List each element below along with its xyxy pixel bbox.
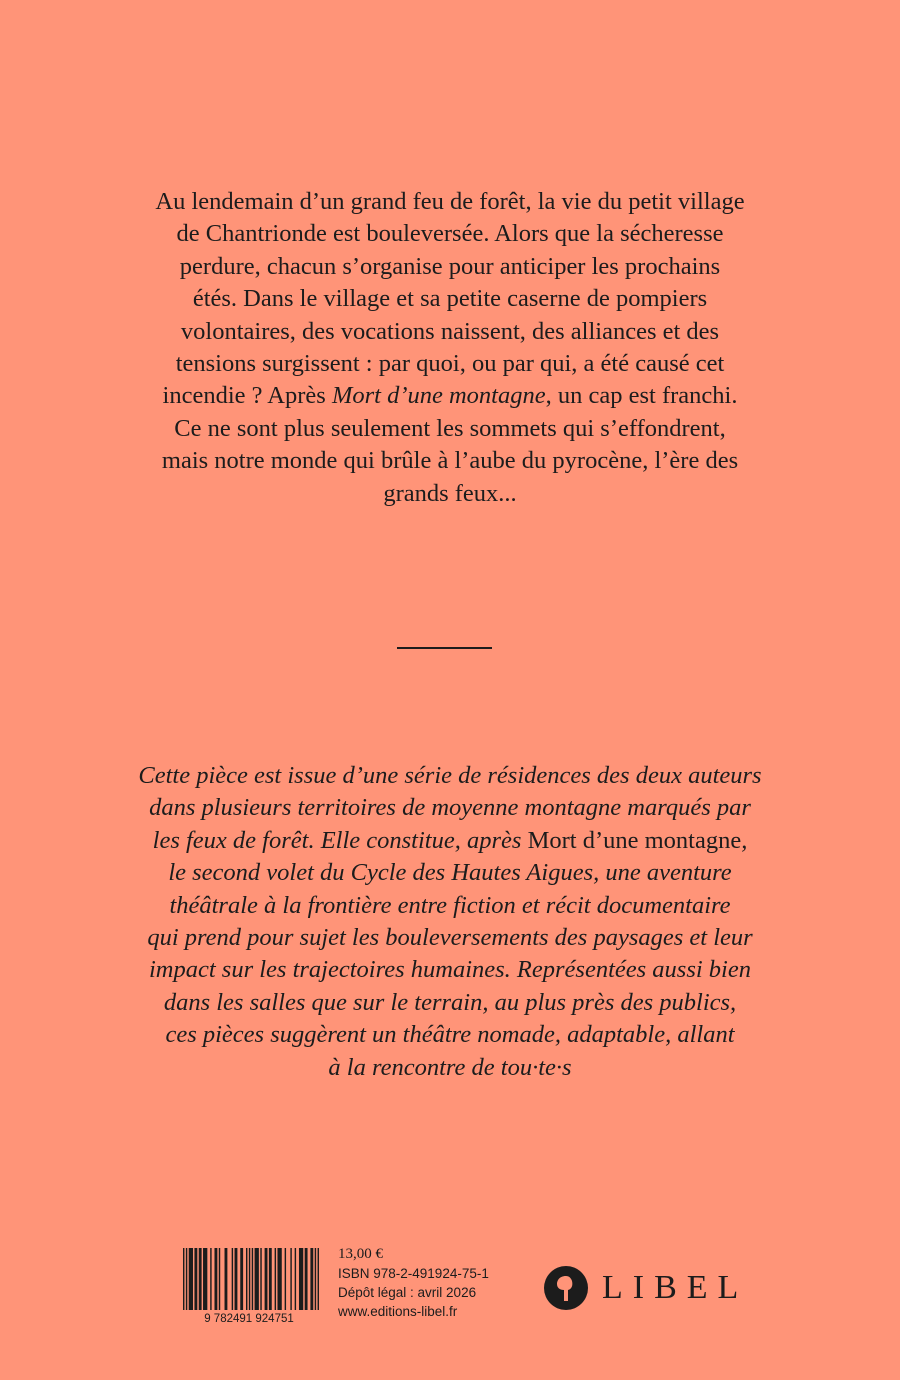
publisher-name: LIBEL xyxy=(602,1269,749,1306)
blurb-line: tensions surgissent : par quoi, ou par qui, a été causé cet xyxy=(175,350,725,378)
website-link[interactable]: www.editions-libel.fr xyxy=(338,1304,458,1319)
blurb-line: volontaires, des vocations naissent, des alliances et des xyxy=(180,317,720,345)
barcode-bar xyxy=(290,1248,291,1310)
blurb-line: Au lendemain d’un grand feu de forêt, la vie du petit village xyxy=(155,188,745,215)
barcode-bar xyxy=(246,1248,247,1310)
barcode-bar xyxy=(260,1248,261,1310)
barcode-bar xyxy=(249,1248,250,1310)
barcode-bar xyxy=(194,1248,197,1310)
barcode-bar xyxy=(269,1248,272,1310)
note-line: les feux de forêt. Elle constitue, après Mort d’une montagne, xyxy=(152,826,748,854)
barcode-bar xyxy=(255,1248,259,1310)
blurb-line: incendie ? Après Mort d’une montagne, un cap est franchi. xyxy=(162,382,738,410)
barcode-bar xyxy=(199,1248,202,1310)
note-line: Cette pièce est issue d’une série de résidences des deux auteurs xyxy=(138,762,762,789)
barcode-bar xyxy=(299,1248,303,1310)
legal-deposit: Dépôt légal : avril 2026 xyxy=(338,1285,477,1300)
back-cover-blurb xyxy=(100,186,800,510)
barcode-bar xyxy=(183,1248,184,1310)
barcode-bar xyxy=(189,1248,193,1310)
isbn-barcode xyxy=(175,1246,323,1324)
barcode-bar xyxy=(219,1248,220,1310)
barcode-bar xyxy=(265,1248,268,1310)
note-line: dans plusieurs territoires de moyenne montagne marqués par xyxy=(149,794,751,822)
barcode-bar xyxy=(310,1248,313,1310)
divider-rule xyxy=(397,647,492,649)
barcode-bar xyxy=(285,1248,286,1310)
barcode-bar xyxy=(225,1248,228,1310)
barcode-bar xyxy=(235,1248,238,1310)
blurb-line: Ce ne sont plus seulement les sommets qui s’effondrent, xyxy=(174,414,726,442)
barcode-bar xyxy=(203,1248,207,1310)
series-note xyxy=(100,760,800,1084)
barcode-digits: 9 782491 924751 xyxy=(204,1313,294,1324)
barcode-bar xyxy=(277,1248,281,1310)
barcode-bar xyxy=(240,1248,243,1310)
barcode-bar xyxy=(252,1248,253,1310)
barcode-bar xyxy=(275,1248,276,1310)
barcode-bar xyxy=(232,1248,233,1310)
blurb-line: étés. Dans le village et sa petite caserne de pompiers xyxy=(192,285,708,313)
blurb-line: de Chantrionde est bouleversée. Alors que la sécheresse xyxy=(176,220,724,248)
barcode-bar xyxy=(186,1248,187,1310)
publication-info xyxy=(338,1245,489,1321)
note-line: dans les salles que sur le terrain, au plus près des publics, xyxy=(163,988,737,1016)
note-line: qui prend pour sujet les bouleversements des paysages et leur xyxy=(147,924,753,952)
barcode-graphic xyxy=(175,1246,323,1324)
isbn: ISBN 978-2-491924-75-1 xyxy=(338,1266,489,1281)
note-line: ces pièces suggèrent un théâtre nomade, adaptable, allant xyxy=(165,1021,735,1049)
blurb-line: grands feux... xyxy=(383,479,517,507)
barcode-bar xyxy=(295,1248,296,1310)
book-title-reference: Mort d’une montagne xyxy=(527,826,742,854)
barcode-bar xyxy=(318,1248,319,1310)
barcode-bar xyxy=(315,1248,316,1310)
barcode-bar xyxy=(214,1248,217,1310)
blurb-line: perdure, chacun s’organise pour anticiper les prochains xyxy=(179,252,721,280)
note-line: théâtrale à la frontière entre fiction et récit documentaire xyxy=(169,891,731,919)
note-line: à la rencontre de tou·te·s xyxy=(328,1053,572,1081)
barcode-bar xyxy=(210,1248,211,1310)
publisher-mark-icon xyxy=(544,1266,588,1310)
note-line: le second volet du Cycle des Hautes Aigues, une aventure xyxy=(168,859,732,887)
note-line: impact sur les trajectoires humaines. Représentées aussi bien xyxy=(149,956,751,984)
price: 13,00 € xyxy=(338,1246,383,1262)
blurb-line: mais notre monde qui brûle à l’aube du pyrocène, l’ère des xyxy=(161,447,739,475)
publisher-logo xyxy=(544,1265,748,1311)
barcode-bar xyxy=(305,1248,308,1310)
book-title-reference: Mort d’une montagne xyxy=(331,382,546,410)
